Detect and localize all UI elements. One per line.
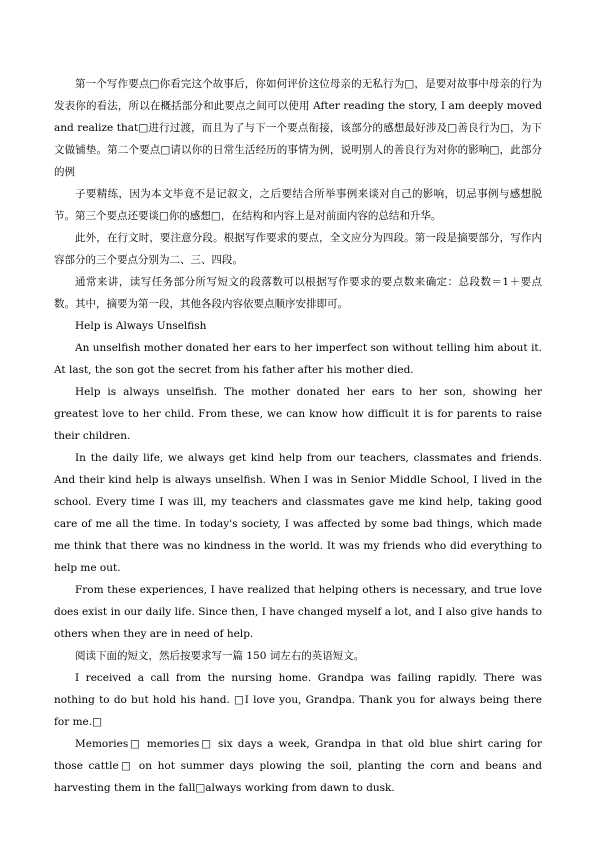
- paragraph-paragraph-count-note: 通常来讲，读写任务部分所写短文的段落数可以根据写作要求的要点数来确定：总段数＝1＋要点数。其中，摘要为第一段，其他各段内容依要点顺序安排即可。: [54, 276, 542, 310]
- essay-paragraph-3: In the daily life, we always get kind help from our teachers, classmates and friends. And their kind help is always unselfish. When I was in Senior Middle School, I lived in the school. Every time I was ill, my teachers and classmates gave me kind help, taking good care of me all the time. In today's society, I was affected by some bad things, which made me think that there was no kindness in the world. It was my friends who did everything to help me out.: [54, 452, 542, 574]
- essay-paragraph-4: From these experiences, I have realized that helping others is necessary, and true love does exist in our daily life. Since then, I have changed myself a lot, and I also give hands to others when they are in need of help.: [54, 584, 542, 640]
- paragraph-analysis-2: 子要精练，因为本文毕竟不是记叙文，之后要结合所举事例来谈对自己的影响，切忌事例与感想脱节。第三个要点还要谈□你的感想□，在结构和内容上是对前面内容的总结和升华。: [54, 188, 542, 222]
- essay-title: Help is Always Unselfish: [75, 320, 207, 332]
- paragraph-structure-note: 此外，在行文时，要注意分段。根据写作要求的要点，全文应分为四段。第一段是摘要部分，写作内容部分的三个要点分别为二、三、四段。: [54, 232, 542, 266]
- essay-paragraph-1: An unselfish mother donated her ears to her imperfect son without telling him about it. At last, the son got the secret from his father after his mother died.: [54, 342, 542, 376]
- task-instruction: 阅读下面的短文，然后按要求写一篇 150 词左右的英语短文。: [75, 650, 365, 662]
- essay-paragraph-2: Help is always unselfish. The mother donated her ears to her son, showing her greatest love to her child. From these, we can know how difficult it is for parents to raise their children.: [54, 386, 542, 442]
- reading-paragraph-1: I received a call from the nursing home. Grandpa was failing rapidly. There was nothing to do but hold his hand. □I love you, Grandpa. Thank you for always being there for me.□: [54, 672, 542, 728]
- reading-paragraph-2: Memories□ memories□ six days a week, Grandpa in that old blue shirt caring for those cattle□ on hot summer days plowing the soil, planting the corn and beans and harvesting them in the fall□always working from dawn to dusk.: [54, 738, 542, 794]
- document-body: [54, 73, 542, 799]
- paragraph-analysis-1: 第一个写作要点□你看完这个故事后，你如何评价这位母亲的无私行为□，是要对故事中母亲的行为发表你的看法，所以在概括部分和此要点之间可以使用 After reading the story, I am deeply moved and realize that□进行过渡，而且为了与下一个要点衔接，该部分的感想最好涉及□善良行为□，为下文做铺垫。第二个要点□请以你的日常生活经历的事情为例，说明别人的善良行为对你的影响□，此部分的例: [54, 78, 542, 178]
